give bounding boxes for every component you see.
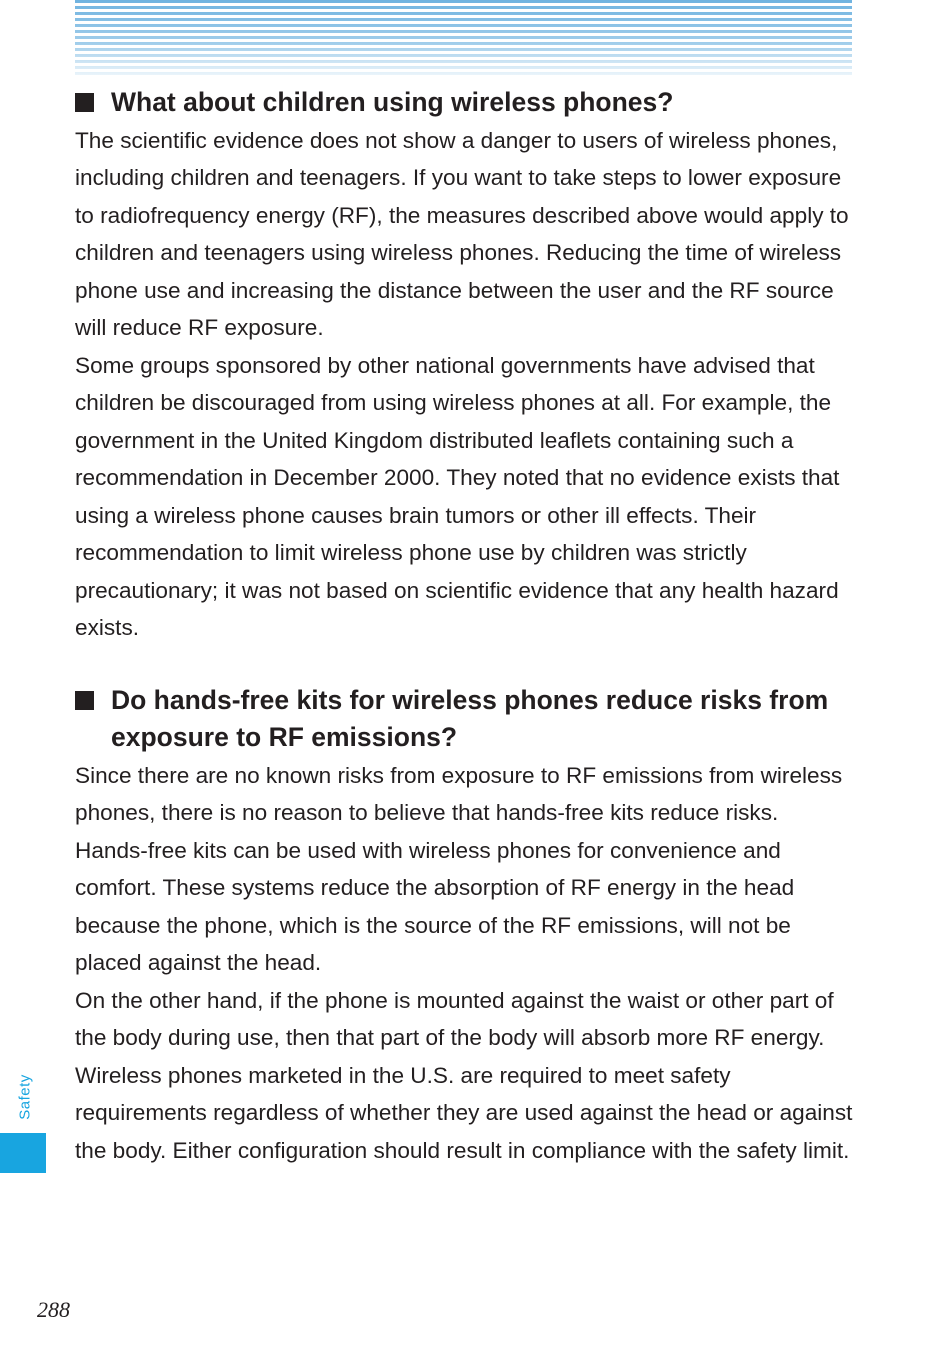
paragraph: On the other hand, if the phone is mounted against the waist or other part of the body during use, then that part of the body will absorb more RF energy. Wireless phones marketed in the U.S. are required to meet safety requirements regardless of whether they are used against the head or against the body. Either configuration should result in compliance with the safety limit. bbox=[75, 987, 853, 1163]
section-heading bbox=[75, 84, 855, 122]
section-heading-text: Do hands-free kits for wireless phones reduce risks from exposure to RF emissions? bbox=[111, 684, 829, 752]
paragraph: Some groups sponsored by other national governments have advised that children be discouraged from using wireless phones at all. For example, the government in the United Kingdom distributed leaflets containing such a recommendation in December 2000. They noted that no evidence exists that using a wireless phone causes brain tumors or other ill effects. Their recommendation to limit wireless phone use by children was strictly precautionary; it was not based on scientific evidence that any health hazard exists. bbox=[75, 352, 840, 640]
square-bullet-icon bbox=[75, 93, 94, 112]
header-stripe-band bbox=[75, 0, 852, 78]
section-heading bbox=[75, 682, 855, 757]
side-tab-marker bbox=[0, 1133, 46, 1173]
square-bullet-icon bbox=[75, 691, 94, 710]
page-number: 288 bbox=[37, 1297, 70, 1322]
page-content bbox=[75, 84, 855, 1169]
paragraph: The scientific evidence does not show a danger to users of wireless phones, including children and teenagers. If you want to take steps to lower exposure to radiofrequency energy (RF), the measures described above would apply to children and teenagers using wireless phones. Reducing the time of wireless phone use and increasing the distance between the user and the RF source will reduce RF exposure. bbox=[75, 127, 849, 340]
paragraph: Since there are no known risks from exposure to RF emissions from wireless phones, there is no reason to believe that hands-free kits reduce risks. Hands-free kits can be used with wireless phones for convenience and comfort. These systems reduce the absorption of RF energy in the head because the phone, which is the source of the RF emissions, will not be placed against the head. bbox=[75, 762, 843, 975]
section-hands-free-kits bbox=[75, 682, 855, 1170]
side-tab-label: Safety bbox=[16, 1074, 34, 1120]
section-children bbox=[75, 84, 855, 647]
section-heading-text: What about children using wireless phones? bbox=[111, 87, 674, 117]
